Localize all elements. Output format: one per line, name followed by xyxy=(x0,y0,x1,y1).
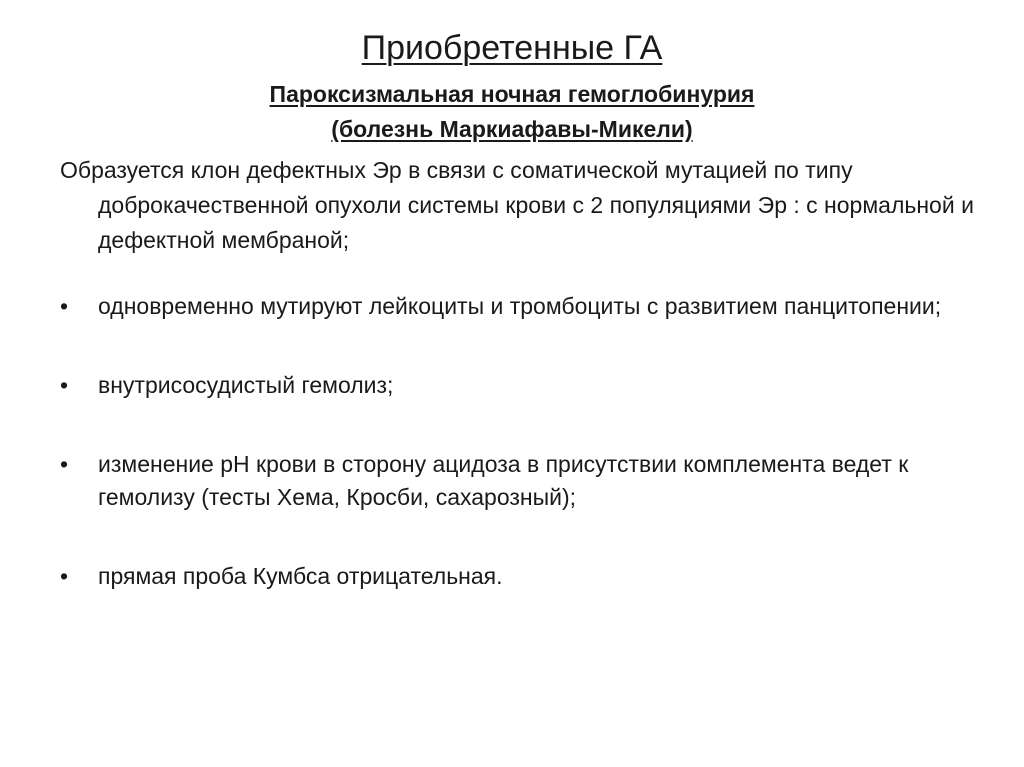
list-item-text: внутрисосудистый гемолиз; xyxy=(98,372,394,398)
bullet-marker: • xyxy=(60,563,69,589)
bullet-list xyxy=(60,290,980,639)
intro-paragraph xyxy=(60,153,980,258)
bullet-marker: • xyxy=(60,451,69,477)
list-item xyxy=(60,448,980,514)
list-item xyxy=(60,560,980,593)
bullet-marker: • xyxy=(60,372,69,398)
intro-continuation: доброкачественной опухоли системы крови с 2 популяциями Эр : с нормальной и дефектной мембраной; xyxy=(98,192,974,253)
list-item-text: одновременно мутируют лейкоциты и тромбоциты с развитием панцитопении; xyxy=(98,293,942,319)
bullet-marker: • xyxy=(60,293,69,319)
list-item-text: прямая проба Кумбса отрицательная. xyxy=(98,563,503,589)
intro-first-line: Образуется клон дефектных Эр в связи с соматической мутацией по типу xyxy=(60,157,853,183)
slide-title: Приобретенные ГА xyxy=(361,29,663,67)
slide-subtitle-line-2: (болезнь Маркиафавы-Микели) xyxy=(331,116,693,142)
list-item xyxy=(60,369,980,402)
list-item-text: изменение рН крови в сторону ацидоза в присутствии комплемента ведет к гемолизу (тесты Хема, Кросби, сахарозный); xyxy=(98,451,909,510)
list-item xyxy=(60,290,980,323)
slide-subtitle-line-1: Пароксизмальная ночная гемоглобинурия xyxy=(269,81,755,107)
